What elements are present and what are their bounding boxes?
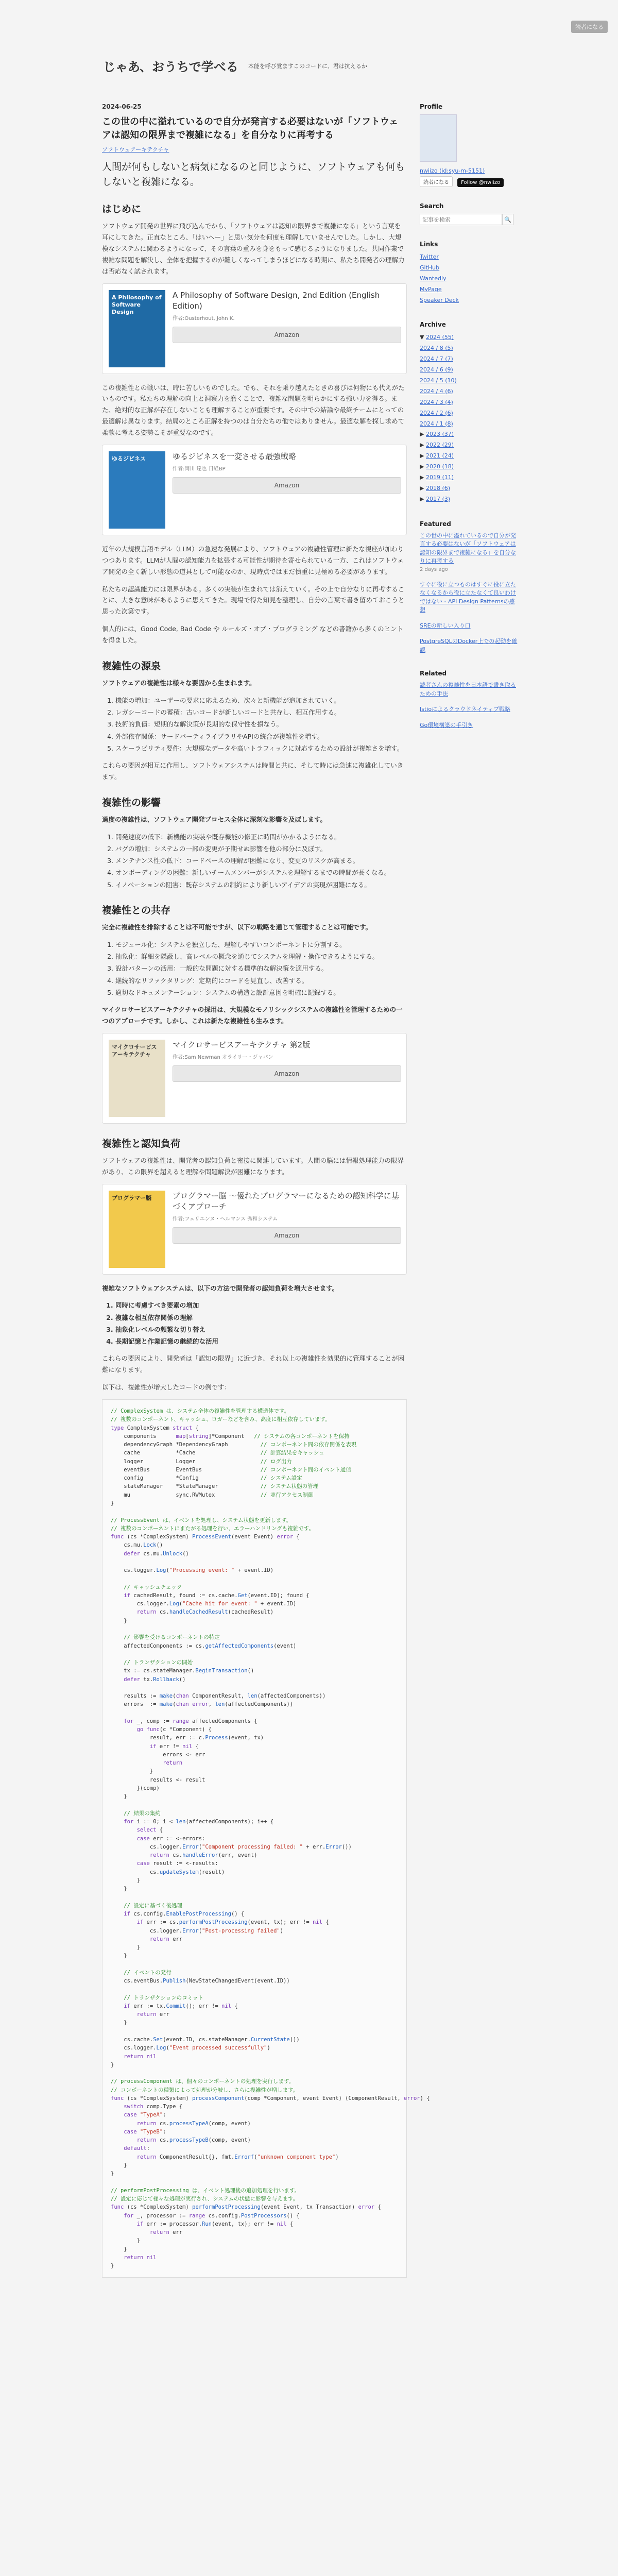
list-item [420,295,518,306]
archive-year: ▶ 2019 (11) [420,474,454,481]
coexist-paragraph-2: マイクロサービスアーキテクチャの採用は、大規模なモノリシックシステムの複雑性を管理するための一つのアプローチです。しかし、これは新たな複雑性も生みます。 [102,1006,403,1025]
featured-link[interactable]: SREの新しい入り口 [420,622,471,629]
archive-month [420,419,518,430]
list-item: 4. 長期記憶と作業記憶の継続的な活用 [115,1336,407,1347]
link-github[interactable]: GitHub [420,264,440,271]
blog-header [103,57,515,88]
archive-month [420,354,518,365]
list-item: 2. レガシーコードの蓄積：古いコードが新しいコードと共存し、相互作用する。 [115,707,407,718]
amazon-button[interactable]: Amazon [173,327,401,343]
category-link[interactable]: ソフトウェアーキテクチャ [102,146,169,154]
archive-heading: Archive [420,321,446,329]
book-title[interactable]: プログラマー脳 ～優れたプログラマーになるための認知科学に基づくアプローチ [173,1191,399,1211]
book-meta: 作者:フェリエンヌ・ヘルマンス 秀和システム [173,1216,278,1222]
featured-link[interactable]: すぐに役に立つものはすぐに役に立たなくなるから役に立たなくて良いわけではない - API Design Patternsの感想 [420,581,516,614]
archive-month-link[interactable]: 2024 / 1 (8) [420,420,453,427]
code-lead: 以下は、複雑性が増大したコードの例です： [102,1383,231,1392]
archive-month [420,365,518,376]
list-item [420,532,518,573]
list-item [420,252,518,263]
list-item [420,705,518,714]
archive-year: ▶ 2018 (6) [420,484,451,492]
list-item [420,681,518,698]
archive-year: ▼ 2024 (55) 2024 / 8 (5) 2024 / 7 (7) 2024 / 6 (9) 2024 / 5 (10) 2024 / 4 (6) 2024 / 3 (4) 2024 / 2 (6) 2024 / 1 (8) [420,332,518,429]
book-meta: 作者:Sam Newman オライリー・ジャパン [173,1054,273,1060]
section-heading-coexist: 複雑性との共存 [102,904,171,916]
archive-year-link[interactable]: 2019 (11) [425,474,454,481]
archive-year-link[interactable]: 2018 (6) [425,484,451,492]
avatar[interactable] [420,114,457,162]
list-item: 5. スケーラビリティ要件：大規模なデータや高いトラフィックに対応するための設計が複雑さを増す。 [115,743,407,754]
list-item [420,274,518,284]
profile-name-link[interactable]: nwiizo (id:syu-m-5151) [420,167,485,174]
section-heading-cognitive: 複雑性と認知負荷 [102,1138,181,1149]
archive-year: ▶ 2023 (37) [420,431,454,438]
section-heading-impact: 複雑性の影響 [102,796,161,808]
list-item: 4. 外部依存関係：サードパーティライブラリやAPIの統合が複雑性を増す。 [115,731,407,742]
list-item: 4. 継続的なリファクタリング：定期的にコードを見直し、改善する。 [115,975,407,986]
book-cover[interactable] [109,451,165,529]
links-heading: Links [420,241,438,248]
list-item: 1. 同時に考慮すべき要素の増加 [115,1300,407,1311]
list-item: 3. 設計パターンの活用：一般的な問題に対する標準的な解決策を適用する。 [115,963,407,974]
book-meta: 作者:岡川 達也 日経BP [173,466,226,472]
sources-lead: ソフトウェアの複雑性は様々な要因から生まれます。 [102,679,256,687]
entry-lead: 人間が何もしないと病気になるのと同じように、ソフトウェアも何もしないと複雑になる。 [102,161,405,188]
cognitive-lead: ソフトウェアの複雑性は、開発者の認知負荷と密接に関連しています。人間の脳には情報処理能力の限界があり、この限界を超えると理解や問題解決が困難になります。 [102,1156,404,1176]
archive-year-link[interactable]: 2022 (29) [425,442,454,449]
list-item: 1. 機能の増加：ユーザーの要求に応えるため、次々と新機能が追加されていく。 [115,695,407,706]
entry-title[interactable]: この世の中に溢れているので自分が発言する必要はないが「ソフトウェアは認知の限界まで複雑になる」を自分なりに再考する [102,116,399,141]
sources-paragraph-2: これらの要因が相互に作用し、ソフトウェアシステムは時間と共に、そして時には急速に複雑化していきます。 [102,761,404,781]
list-item [420,721,518,730]
archive-year-link[interactable]: 2024 (55) [425,334,454,341]
profile-follow-button[interactable]: 読者になる [420,176,453,187]
list-item [420,581,518,615]
list-item: 3. 技術的負債：短期的な解決策が長期的な保守性を損なう。 [115,719,407,730]
archive-year: ▶ 2022 (29) [420,442,454,449]
related-link[interactable]: Istioによるクラウドネイティブ戦略 [420,706,510,713]
book-cover-text: ゆるジビネス [112,455,146,462]
search-input[interactable] [420,214,502,225]
book-cover-text: プログラマー脳 [112,1194,151,1201]
archive-month [420,343,518,354]
archive-year: ▶ 2021 (24) [420,452,454,460]
link-mypage[interactable]: MyPage [420,285,442,293]
book-title[interactable]: A Philosophy of Software Design, 2nd Edition (English Edition) [173,290,380,311]
amazon-card-4 [102,1184,407,1275]
archive-month-link[interactable]: 2024 / 2 (6) [420,409,453,416]
list-item: 3. メンテナンス性の低下：コードベースの理解が困難になり、変更のリスクが高まる。 [115,855,407,866]
section-heading-intro: はじめに [102,204,142,215]
book-cover[interactable] [109,1040,165,1117]
related-link[interactable]: 読者さんの複雑性を日本語で書き取るための手法 [420,682,516,697]
impact-list [102,832,407,890]
archive-month [420,408,518,419]
book-cover-text: マイクロサービスアーキテクチャ [112,1043,157,1058]
featured-module [420,520,518,655]
search-button[interactable] [502,214,513,225]
blog-title[interactable]: じゃあ、おうちで学べる [103,60,238,74]
top-bar [0,0,618,36]
amazon-card-1 [102,283,407,374]
entry-category [102,145,407,154]
archive-year-link[interactable]: 2017 (3) [425,495,451,502]
link-wantedly[interactable]: Wantedly [420,275,447,282]
x-follow-button[interactable]: Follow @nwiizo [457,178,504,187]
archive-month-link[interactable]: 2024 / 8 (5) [420,345,453,352]
amazon-card-3 [102,1033,407,1124]
list-item: 1. 開発速度の低下：新機能の実装や既存機能の修正に時間がかかるようになる。 [115,832,407,842]
book-title[interactable]: ゆるジビネスを一変させる最強戦略 [173,451,297,461]
list-item [420,263,518,274]
intro-paragraph-4: 私たちの認識能力には限界がある。多くの実装が生まれては消えていく。その上で自分なりに再考することに、大きな意味があるように思えてきた。現場で得た知見を整理し、自分の言葉で書き留めておこうと思った次第です。 [102,585,405,616]
cognitive-paragraph-3: これらの要因により、開発者は「認知の限界」に近づき、それ以上の複雑性を効果的に管理することが困難になります。 [102,1354,405,1374]
featured-link[interactable]: この世の中に溢れているので自分が発言する必要はないが「ソフトウェアは認知の限界まで複雑になる」を自分なりに再考する [420,532,516,565]
list-item: 3. 抽象化レベルの頻繁な切り替え [115,1324,407,1335]
book-cover[interactable] [109,1191,165,1268]
cognitive-list [102,1300,407,1347]
amazon-button[interactable]: Amazon [173,477,401,494]
archive-month-link[interactable]: 2024 / 5 (10) [420,377,457,384]
archive-month-link[interactable]: 2024 / 6 (9) [420,366,453,374]
profile-module [420,103,518,187]
intro-paragraph-3: 近年の大規模言語モデル（LLM）の急速な発展により、ソフトウェアの複雑性管理に新たな視座が加わりつつあります。LLMが人間の認知能力を拡張する可能性が期待を寄せられている一方、これはソフトウェア開発の全く新しい形態の道具として可能なのか、現時点ではまだ慎重に見極める必要があります。 [102,545,404,575]
archive-month [420,376,518,386]
archive-month-link[interactable]: 2024 / 3 (4) [420,398,453,405]
related-heading: Related [420,670,447,677]
become-reader-button[interactable]: 読者になる [571,21,608,33]
related-module [420,670,518,730]
archive-year-link[interactable]: 2023 (37) [425,431,454,438]
list-item [420,622,518,631]
search-icon: 🔍 [504,216,511,223]
archive-month-link[interactable]: 2024 / 7 (7) [420,355,453,363]
list-item: 5. イノベーションの阻害：既存システムの制約により新しいアイデアの実現が困難になる。 [115,879,407,890]
cognitive-paragraph-2: 複雑なソフトウェアシステムは、以下の方法で開発者の認知負荷を増大させます。 [102,1284,339,1292]
coexist-list [102,939,407,998]
intro-paragraph-5: 個人的には、Good Code, Bad Code や ルールズ・オブ・プログラミング などの書籍から多くのヒントを得ました。 [102,625,404,645]
list-item [420,637,518,654]
archive-year-link[interactable]: 2020 (18) [425,463,454,470]
featured-heading: Featured [420,520,451,528]
sidebar [420,103,518,745]
links-module [420,241,518,306]
archive-month-link[interactable]: 2024 / 4 (6) [420,387,453,395]
section-heading-sources: 複雑性の源泉 [102,660,161,672]
list-item: 2. 抽象化：詳細を隠蔽し、高レベルの概念を通じてシステムを理解・操作できるようにする。 [115,951,407,962]
coexist-lead: 完全に複雑性を排除することは不可能ですが、以下の戦略を通じて管理することは可能です。 [102,923,372,931]
list-item: 2. バグの増加：システムの一部の変更が予期せぬ影響を他の部分に及ぼす。 [115,843,407,854]
book-title[interactable]: マイクロサービスアーキテクチャ 第2版 [173,1040,311,1049]
intro-paragraph-1: ソフトウェア開発の世界に飛び込んでから、「ソフトウェアは認知の限界まで複雑になる」という言葉を耳にしてきた。正直なところ、「はいへー」と思い気分を何度も理解していませんでした。しかし、大規模なシステムに関わるようになって、その言葉の重みを身をもって感じるようになりました。共同作業で複雑な問題を解決し、全体を把握するのが難しくなってしまうほどになる時期に、私たち開発者の理解力は否応なく試されます。 [102,222,405,275]
list-item: 5. 適切なドキュメンテーション：システムの構造と設計意図を明確に記録する。 [115,987,407,998]
archive-year-link[interactable]: 2021 (24) [425,452,454,460]
archive-year: ▶ 2017 (3) [420,495,451,502]
amazon-button[interactable]: Amazon [173,1227,401,1244]
featured-when: 2 days ago [420,566,448,572]
amazon-button[interactable]: Amazon [173,1065,401,1082]
blog-description: 本能を呼び覚ますこのコードに、君は抗えるか [248,62,367,70]
archive-year: ▶ 2020 (18) [420,463,454,470]
profile-heading: Profile [420,103,443,110]
intro-paragraph-2: この複雑性との戦いは、時に苦しいものでした。でも、それを乗り越えたときの喜びは何物にも代えがたいものです。私たちの理解の向上と洞察力を磨くことで、複雑な問題を明らかにする強い力を得る。また、絶対的な正解が存在しないことも理解することが重要です。その中での結論や最終チームにとっての最適解は異なります。結局のところ正解を持つのは自分たちの他ではありません。最適な解を探し求めて柔軟に考える姿勢こそが重要なのです。 [102,383,405,437]
code-block[interactable]: // ComplexSystem は、システム全体の複雑性を管理する構造体です。 // 複数のコンポーネント、キャッシュ、ロガーなどを含み、高度に相互依存しています。 type ComplexSystem struct { components map[string]*Component // システムの各コンポーネントを保持 dependencyGraph *DependencyGraph // コンポーネント間の依存関係を表現 cache *Cache // 計算結果をキャッシュ logger Logger // ログ出力 eventBus EventBus // コンポーネント間のイベント通信 config *Config // システム設定 stateManager *StateManager // システム状態の管理 mu sync.RWMutex // 並行アクセス制御 } // ProcessEvent は、イベントを処理し、システム状態を更新します。 // 複数のコンポーネントにまたがる処理を行い、エラーハンドリングも複雑です。 func (cs *ComplexSystem) ProcessEvent(event Event) error { cs.mu.Lock() defer cs.mu.Unlock() cs.logger.Log("Processing event: " + event.ID) // キャッシュチェック if cachedResult, found := cs.cache.Get(event.ID); found { cs.logger.Log("Cache hit for event: " + event.ID) return cs.handleCachedResult(cachedResult) } // 影響を受けるコンポーネントの特定 affectedComponents := cs.getAffectedComponents(event) // トランザクションの開始 tx := cs.stateManager.BeginTransaction() defer tx.Rollback() results := make(chan ComponentResult, len(affectedComponents)) errors := make(chan error, len(affectedComponents)) for _, comp := range affectedComponents { go func(c *Component) { result, err := c.Process(event, tx) if err != nil { errors <- err return } results <- result }(comp) } // 結果の集約 for i := 0; i < len(affectedComponents); i++ { select { case err := <-errors: cs.logger.Error("Component processing failed: " + err.Error()) return cs.handleError(err, event) case result := <-results: cs.updateSystem(result) } } // 設定に基づく後処理 if cs.config.EnablePostProcessing() { if err := cs.performPostProcessing(event, tx); err != nil { cs.logger.Error("Post-processing failed") return err } } // イベントの発行 cs.eventBus.Publish(NewStateChangedEvent(event.ID)) // トランザクションのコミット if err := tx.Commit(); err != nil { return err } cs.cache.Set(event.ID, cs.stateManager.CurrentState()) cs.logger.Log("Event processed successfully") return nil } // processComponent は、個々のコンポーネントの処理を実行します。 // コンポーネントの種類によって処理が分岐し、さらに複雑性が増します。 func (cs *ComplexSystem) processComponent(comp *Component, event Event) (ComponentResult, error) { switch comp.Type { case "TypeA": return cs.processTypeA(comp, event) case "TypeB": return cs.processTypeB(comp, event) default: return ComponentResult{}, fmt.Errorf("unknown component type") } } // performPostProcessing は、イベント処理後の追加処理を行います。 // 設定に応じて様々な処理が実行され、システムの状態に影響を与えます。 func (cs *ComplexSystem) performPostProcessing(event Event, tx Transaction) error { for _, processor := range cs.config.PostProcessors() { if err := processor.Run(event, tx); err != nil { return err } } return nil } [102,1399,407,2278]
book-cover[interactable] [109,290,165,367]
impact-lead: 過度の複雑性は、ソフトウェア開発プロセス全体に深刻な影響を及ぼします。 [102,815,327,823]
book-cover-text: A Philosophy of Software Design [112,294,162,316]
related-link[interactable]: Go環境構築の手引き [420,721,473,728]
link-speakerdeck[interactable]: Speaker Deck [420,296,459,303]
entry-date[interactable]: 2024-06-25 [102,103,142,110]
book-meta: 作者:Ousterhout, John K. [173,315,235,321]
archive-module [420,321,518,504]
list-item: 1. モジュール化：システムを独立した、理解しやすいコンポーネントに分割する。 [115,939,407,950]
archive-month [420,386,518,397]
archive-month [420,397,518,408]
list-item: 4. オンボーディングの困難：新しいチームメンバーがシステムを理解するまでの時間が長くなる。 [115,867,407,878]
list-item: 2. 複雑な相互依存関係の理解 [115,1312,407,1323]
featured-link[interactable]: PostgreSQLのDocker上での起動を確認 [420,638,518,653]
list-item [420,284,518,295]
link-twitter[interactable]: Twitter [420,253,439,260]
amazon-card-2 [102,445,407,535]
search-heading: Search [420,202,444,210]
sources-list [102,695,407,754]
search-module [420,202,518,225]
